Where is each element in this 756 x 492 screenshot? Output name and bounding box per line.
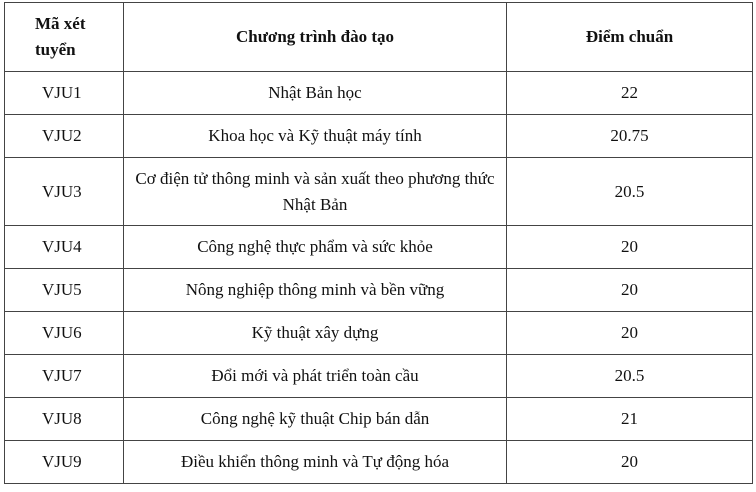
cell-score: 20.5 [507, 158, 753, 226]
cell-program: Đổi mới và phát triển toàn cầu [124, 355, 507, 398]
cell-code: VJU8 [5, 398, 124, 441]
cell-program: Khoa học và Kỹ thuật máy tính [124, 115, 507, 158]
cell-code: VJU5 [5, 269, 124, 312]
header-score: Điểm chuẩn [507, 3, 753, 72]
cell-score: 20.5 [507, 355, 753, 398]
table-row [5, 226, 753, 269]
cell-program: Nông nghiệp thông minh và bền vững [124, 269, 507, 312]
cell-program: Công nghệ thực phẩm và sức khỏe [124, 226, 507, 269]
table-row [5, 441, 753, 484]
cell-score: 20 [507, 226, 753, 269]
cell-code: VJU6 [5, 312, 124, 355]
cell-score: 20 [507, 312, 753, 355]
cell-program: Nhật Bản học [124, 72, 507, 115]
cell-code: VJU1 [5, 72, 124, 115]
cell-score: 20 [507, 441, 753, 484]
table-row [5, 355, 753, 398]
table-header [5, 3, 753, 72]
cell-score: 20 [507, 269, 753, 312]
cell-code: VJU2 [5, 115, 124, 158]
table-row [5, 115, 753, 158]
table-row [5, 398, 753, 441]
cell-program: Điều khiển thông minh và Tự động hóa [124, 441, 507, 484]
cell-program: Công nghệ kỹ thuật Chip bán dẫn [124, 398, 507, 441]
table-row [5, 312, 753, 355]
header-row [5, 3, 753, 72]
cell-program: Kỹ thuật xây dựng [124, 312, 507, 355]
table-row [5, 72, 753, 115]
cell-program: Cơ điện tử thông minh và sản xuất theo phương thức Nhật Bản [124, 158, 507, 226]
table-body [5, 72, 753, 484]
cell-code: VJU4 [5, 226, 124, 269]
table-row [5, 269, 753, 312]
admission-score-table [4, 2, 753, 484]
cell-code: VJU9 [5, 441, 124, 484]
header-program: Chương trình đào tạo [124, 3, 507, 72]
cell-score: 21 [507, 398, 753, 441]
cell-score: 22 [507, 72, 753, 115]
cell-code: VJU3 [5, 158, 124, 226]
cell-score: 20.75 [507, 115, 753, 158]
cell-code: VJU7 [5, 355, 124, 398]
table-row [5, 158, 753, 226]
header-code: Mã xét tuyển [5, 3, 124, 72]
